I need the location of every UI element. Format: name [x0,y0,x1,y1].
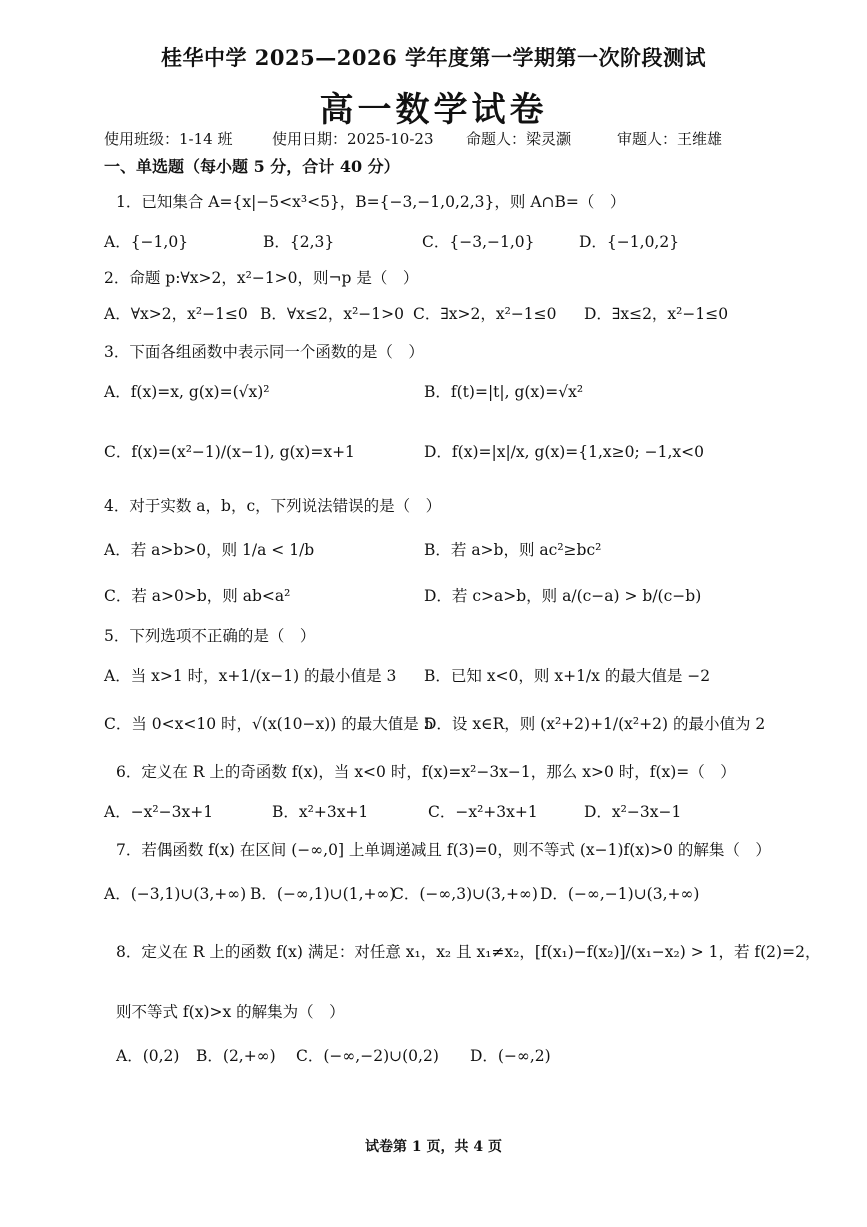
question-stem-continued: 则不等式 f(x)>x 的解集为（ ） [116,1003,345,1021]
option-d: D．x²−3x−1 [584,803,682,821]
option-c: C．f(x)=(x²−1)/(x−1), g(x)=x+1 [104,443,355,461]
option-b: B．∀x≤2，x²−1>0 [260,305,404,323]
option-c: C．(−∞,3)∪(3,+∞) [392,885,538,903]
question-stem: 5．下列选项不正确的是（ ） [104,627,316,645]
class-info: 使用班级：1-14 班 [104,130,233,148]
question-stem: 3．下面各组函数中表示同一个函数的是（ ） [104,343,424,361]
reviewer-info: 审题人：王维雄 [617,130,723,148]
option-c: C．(−∞,−2)∪(0,2) [296,1047,439,1065]
option-d: D．若 c>a>b，则 a/(c−a) > b/(c−b) [424,587,702,605]
option-b: B．f(t)=|t|, g(x)=√x² [424,383,584,401]
option-a: A．∀x>2，x²−1≤0 [104,305,248,323]
option-d: D．{−1,0,2} [579,233,680,251]
school-title: 桂华中学 2025—2026 学年度第一学期第一次阶段测试 [160,45,706,70]
option-d: D．f(x)=|x|/x, g(x)={1,x≥0; −1,x<0 [424,443,704,461]
author-info: 命题人：梁灵灏 [466,130,572,148]
option-a: A．(−3,1)∪(3,+∞) [104,885,247,903]
page-footer: 试卷第 1 页，共 4 页 [365,1139,502,1155]
option-c: C．∃x>2，x²−1≤0 [413,305,557,323]
option-c: C．若 a>0>b，则 ab<a² [104,587,291,605]
option-c: C．{−3,−1,0} [422,233,535,251]
option-a: A．若 a>b>0，则 1/a < 1/b [104,541,315,559]
option-a: A．{−1,0} [104,233,189,251]
section-title: 一、单选题（每小题 5 分，合计 40 分） [104,157,400,176]
question-stem: 4．对于实数 a，b，c，下列说法错误的是（ ） [104,497,442,515]
question-stem: 7．若偶函数 f(x) 在区间 (−∞,0] 上单调递减且 f(3)=0，则不等式 (x−1)f(x)>0 的解集（ ） [116,841,771,859]
paper-title: 高一数学试卷 [319,90,548,130]
option-c: C．−x²+3x+1 [428,803,538,821]
option-a: A．f(x)=x, g(x)=(√x)² [104,383,270,401]
option-b: B．已知 x<0，则 x+1/x 的最大值是 −2 [424,667,711,685]
option-b: B．(−∞,1)∪(1,+∞) [250,885,396,903]
option-d: D．(−∞,−1)∪(3,+∞) [540,885,700,903]
option-b: B．x²+3x+1 [272,803,369,821]
option-c: C．当 0<x<10 时，√(x(10−x)) 的最大值是 5 [104,715,434,733]
option-d: D．∃x≤2，x²−1≤0 [584,305,729,323]
option-b: B．{2,3} [263,233,335,251]
option-d: D．设 x∈R，则 (x²+2)+1/(x²+2) 的最小值为 2 [424,715,766,733]
option-b: B．若 a>b，则 ac²≥bc² [424,541,602,559]
question-stem: 6．定义在 R 上的奇函数 f(x)，当 x<0 时，f(x)=x²−3x−1，那么 x>0 时，f(x)=（ ） [116,763,736,781]
date-info: 使用日期：2025-10-23 [272,130,434,148]
option-a: A．当 x>1 时，x+1/(x−1) 的最小值是 3 [104,667,397,685]
question-stem: 8．定义在 R 上的函数 f(x) 满足：对任意 x₁，x₂ 且 x₁≠x₂，[f(x₁)−f(x₂)]/(x₁−x₂) > 1，若 f(2)=2， [116,943,821,961]
option-d: D．(−∞,2) [470,1047,551,1065]
option-a: A．(0,2) [116,1047,180,1065]
question-stem: 1．已知集合 A={x|−5<x³<5}，B={−3,−1,0,2,3}，则 A∩B=（ ） [116,193,626,211]
option-b: B．(2,+∞) [196,1047,276,1065]
option-a: A．−x²−3x+1 [104,803,214,821]
question-stem: 2．命题 p:∀x>2，x²−1>0，则¬p 是（ ） [104,269,419,287]
